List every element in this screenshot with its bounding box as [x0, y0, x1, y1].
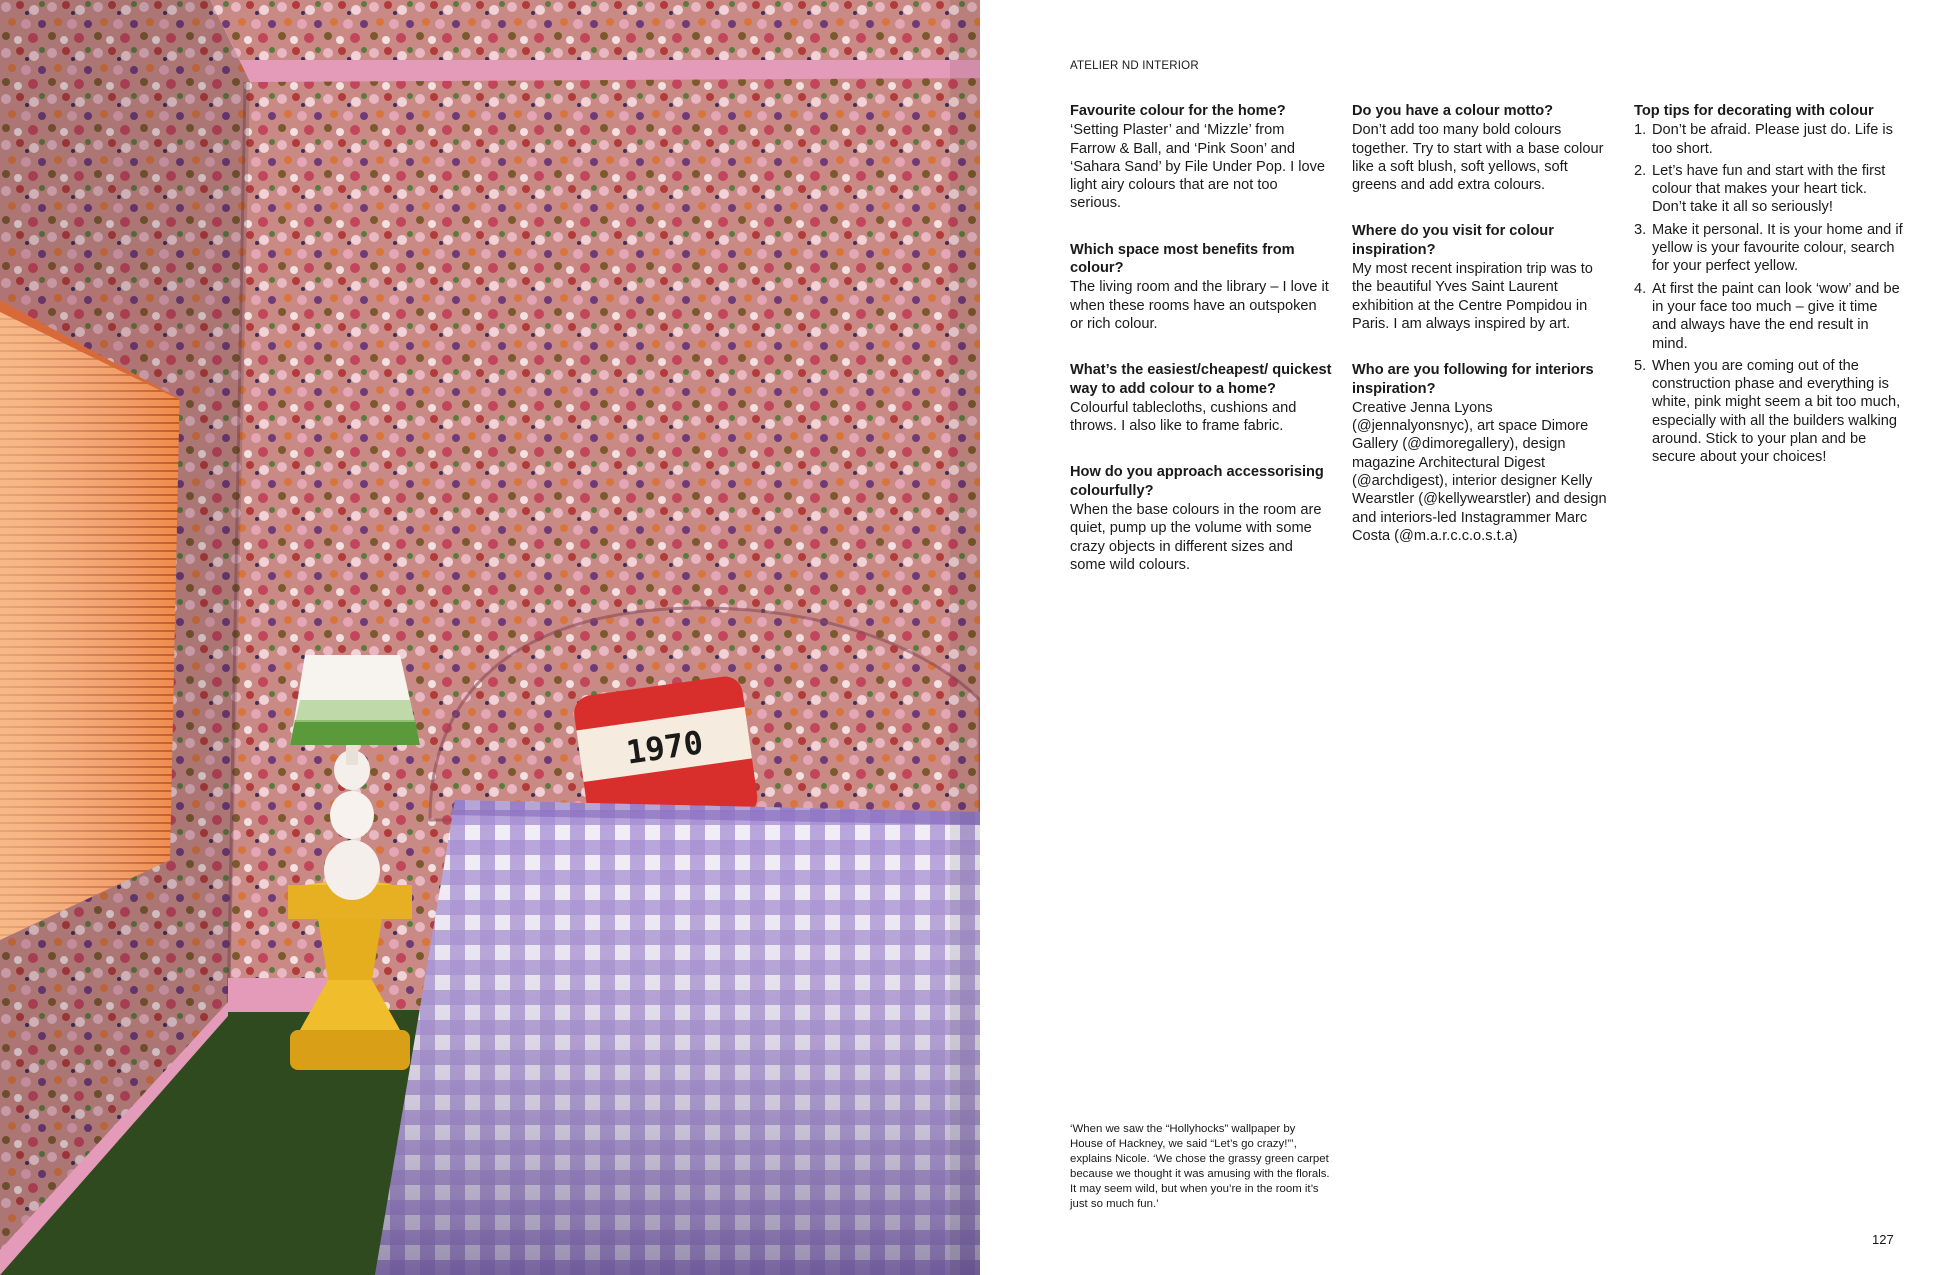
qa-block	[1352, 361, 1614, 545]
tip-item	[1634, 221, 1904, 276]
qa-block	[1070, 241, 1332, 333]
question: What’s the easiest/cheapest/ quickest way to add colour to a home?	[1070, 362, 1332, 397]
answer: When the base colours in the room are quiet, pump up the volume with some crazy objects in different sizes and some wild colours.	[1070, 502, 1322, 573]
question: Favourite colour for the home?	[1070, 103, 1286, 119]
answer: My most recent inspiration trip was to the beautiful Yves Saint Laurent exhibition at the Centre Pompidou in Paris. I am always inspired by art.	[1352, 261, 1593, 332]
answer: The living room and the library – I love it when these rooms have an outspoken or rich colour.	[1070, 279, 1329, 332]
tip-number: 3.	[1634, 221, 1647, 238]
tip-item	[1634, 357, 1904, 467]
pillow-text: 1970	[623, 723, 706, 772]
tip-item	[1634, 121, 1904, 158]
qa-block	[1352, 222, 1614, 333]
column-1	[1070, 102, 1332, 602]
tip-text: Let’s have fun and start with the first colour that makes your heart tick. Don’t take it all so seriously!	[1652, 162, 1886, 216]
question: Do you have a colour motto?	[1352, 103, 1554, 119]
answer: Don’t add too many bold colours together. Try to start with a base colour like a soft blush, soft yellows, soft greens and add extra colours.	[1352, 122, 1604, 194]
qa-block	[1070, 102, 1332, 213]
tip-number: 1.	[1634, 122, 1647, 139]
tip-text: Don’t be afraid. Please just do. Life is too short.	[1652, 122, 1893, 157]
column-3	[1634, 102, 1904, 471]
photo-caption: ‘When we saw the “Hollyhocks” wallpaper by House of Hackney, we said “Let’s go crazy!”’, explains Nicole. ‘We chose the grassy green carpet because we thought it was amusing with the florals. It may seem wild, but when you’re in the room it’s just so much fun.’	[1070, 1123, 1330, 1210]
question: Which space most benefits from colour?	[1070, 241, 1295, 277]
qa-block	[1352, 102, 1614, 194]
question: How do you approach accessorising colourfully?	[1070, 464, 1324, 499]
answer: Colourful tablecloths, cushions and throws. I also like to frame fabric.	[1070, 399, 1297, 435]
tip-text: At first the paint can look ‘wow’ and be in your face too much – give it time and always have the end result in mind.	[1652, 280, 1900, 352]
tips-list	[1634, 121, 1904, 466]
question: Where do you visit for colour inspiration?	[1352, 223, 1554, 258]
answer: Creative Jenna Lyons (@jennalyonsnyc), art space Dimore Gallery (@dimoregallery), design magazine Architectural Digest (@archdigest), interior designer Kelly Wearstler (@kellywearstler) and design and interiors-led Instagrammer Marc Costa (@m.a.r.c.c.o.s.t.a)	[1352, 399, 1607, 544]
tip-number: 2.	[1634, 162, 1647, 179]
tip-number: 4.	[1634, 280, 1647, 297]
answer: ‘Setting Plaster’ and ‘Mizzle’ from Farrow & Ball, and ‘Pink Soon’ and ‘Sahara Sand’ by File Under Pop. I love light airy colours that are not too serious.	[1070, 122, 1325, 212]
tip-item	[1634, 280, 1904, 353]
running-head: ATELIER ND INTERIOR	[1070, 60, 1199, 72]
tip-text: Make it personal. It is your home and if yellow is your favourite colour, search for your perfect yellow.	[1652, 221, 1903, 275]
question: Who are you following for interiors inspiration?	[1352, 362, 1594, 397]
qa-block	[1070, 463, 1332, 574]
tips-heading: Top tips for decorating with colour	[1634, 103, 1874, 119]
qa-block	[1070, 361, 1332, 435]
page-number: 127	[1872, 1232, 1894, 1247]
tip-text: When you are coming out of the construction phase and everything is white, pink might seem a bit too much, especially with all the builders walking around. Stick to your plan and be secure about your choices!	[1652, 357, 1901, 466]
column-2	[1352, 102, 1614, 573]
tip-item	[1634, 162, 1904, 217]
tip-number: 5.	[1634, 357, 1647, 374]
